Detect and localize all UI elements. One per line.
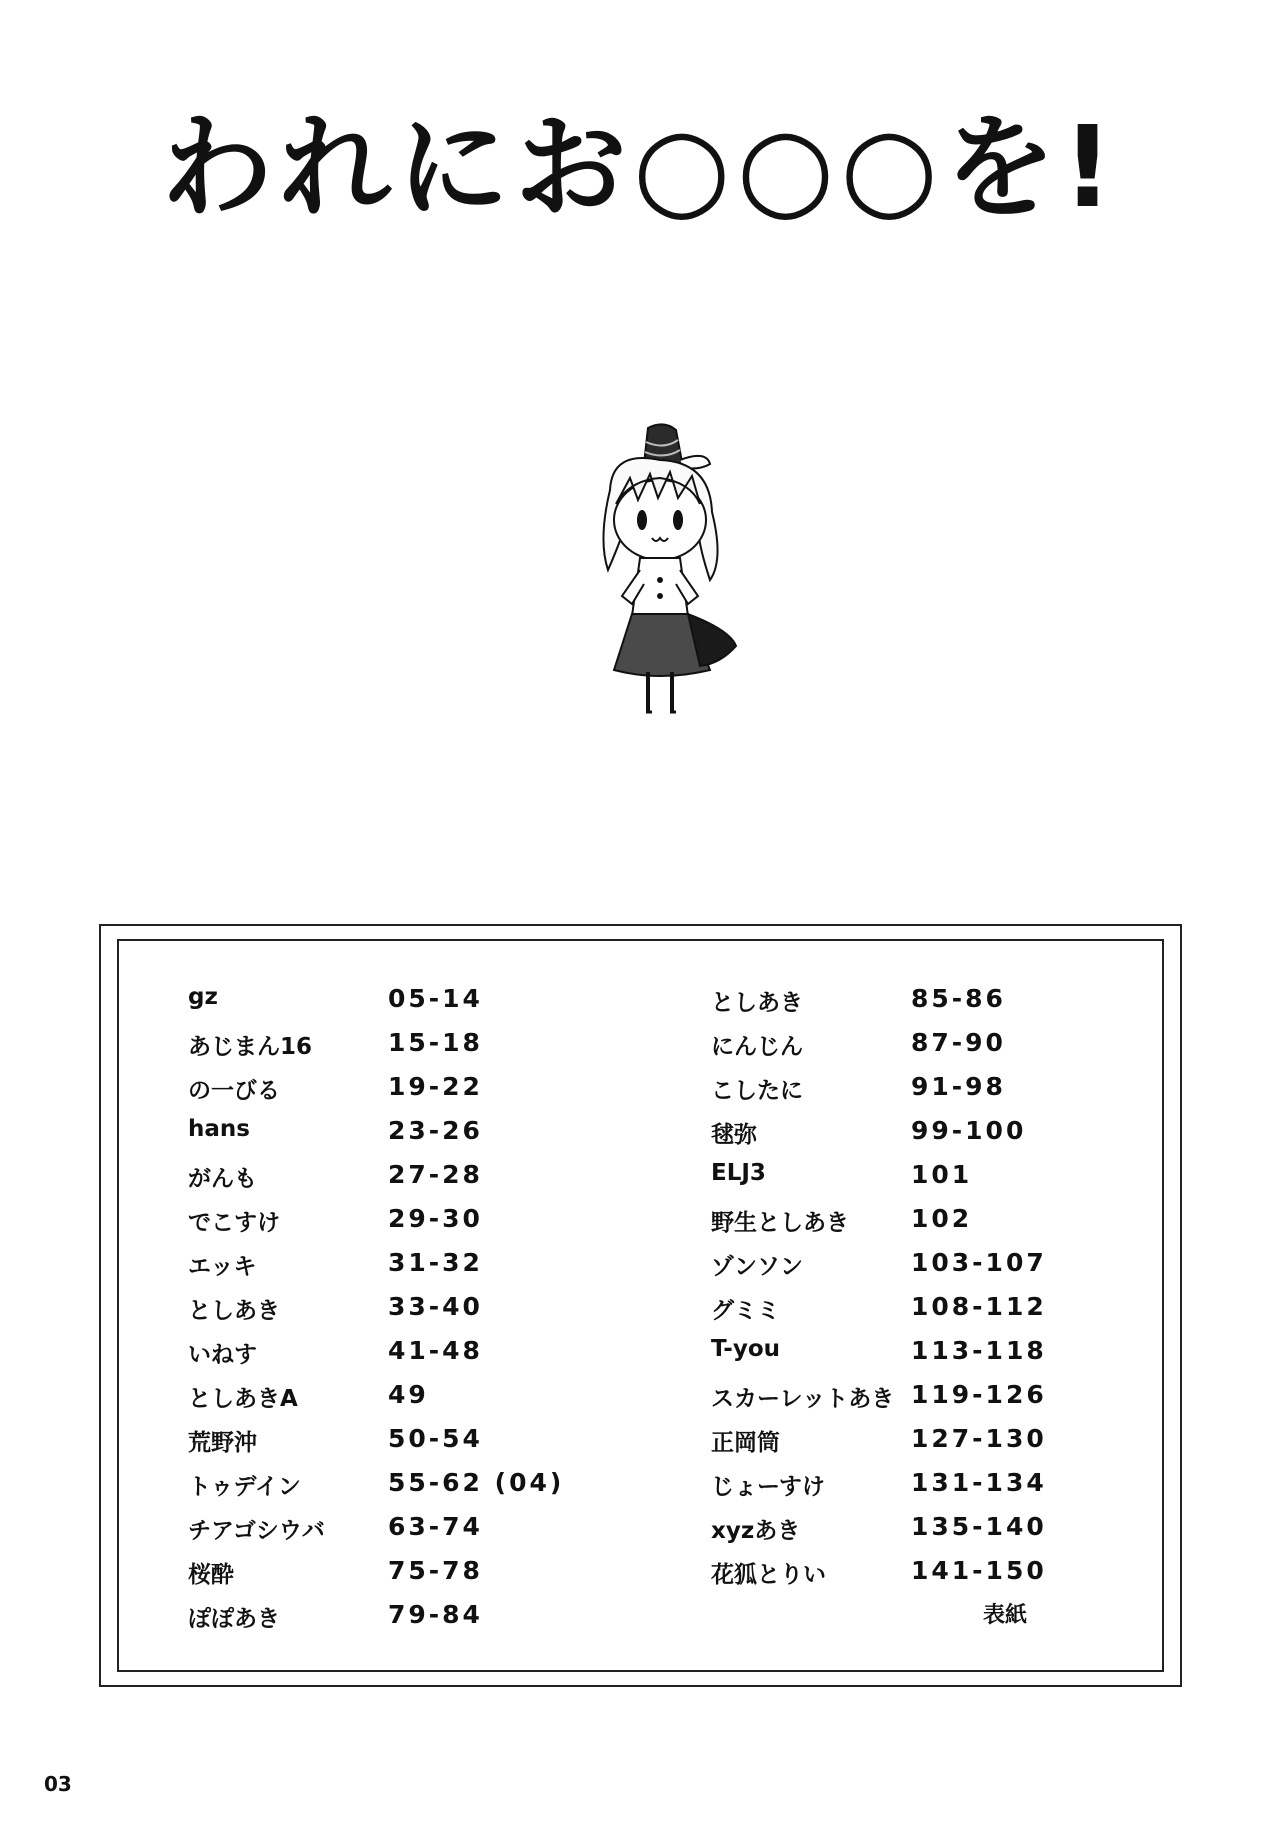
author-name: としあき	[711, 990, 803, 1016]
credit-row	[188, 1154, 628, 1198]
author-name: ぽぽあき	[188, 1606, 280, 1632]
page-number: 03	[44, 1772, 72, 1796]
page-range: 19-22	[388, 1072, 483, 1101]
credit-row	[711, 1110, 1151, 1154]
credit-row	[188, 1418, 628, 1462]
author-name: T-you	[711, 1336, 781, 1362]
credit-row	[711, 1462, 1151, 1506]
page-range: 91-98	[911, 1072, 1006, 1101]
credit-row	[188, 1462, 628, 1506]
page-range: 75-78	[388, 1556, 483, 1585]
page-range: 102	[911, 1204, 973, 1233]
credits-box	[99, 924, 1182, 1687]
credits-column-right	[711, 978, 1151, 1594]
author-name: ゾンソン	[711, 1254, 803, 1280]
author-name: hans	[188, 1116, 250, 1142]
author-name: ELJ3	[711, 1160, 766, 1186]
author-name: の一びる	[188, 1078, 280, 1104]
credit-row	[711, 978, 1151, 1022]
page-range: 27-28	[388, 1160, 483, 1189]
author-name: にんじん	[711, 1034, 803, 1060]
credit-row	[711, 1418, 1151, 1462]
page-range: 101	[911, 1160, 973, 1189]
credit-row	[711, 1506, 1151, 1550]
page-range: 79-84	[388, 1600, 483, 1629]
credit-row	[188, 1286, 628, 1330]
page-range: 49	[388, 1380, 429, 1409]
credit-row	[711, 1550, 1151, 1594]
page-range: 31-32	[388, 1248, 483, 1277]
author-name: 桜酔	[188, 1562, 234, 1588]
credit-row	[711, 1198, 1151, 1242]
credit-row	[711, 1242, 1151, 1286]
credit-row	[711, 1022, 1151, 1066]
page-range: 99-100	[911, 1116, 1027, 1145]
chibi-character-illustration	[560, 420, 750, 720]
credit-row	[188, 1110, 628, 1154]
author-name: あじまん16	[188, 1034, 313, 1060]
author-name: 正岡筒	[711, 1430, 780, 1456]
book-title: われにお○○○を!	[160, 103, 1120, 233]
page-range: 119-126	[911, 1380, 1047, 1409]
page-range: 15-18	[388, 1028, 483, 1057]
page-range: 131-134	[911, 1468, 1047, 1497]
author-name: 毬弥	[711, 1122, 757, 1148]
author-name: xyzあき	[711, 1518, 801, 1544]
credit-row	[711, 1154, 1151, 1198]
credit-row	[188, 1022, 628, 1066]
credit-row	[711, 1066, 1151, 1110]
page-range: 103-107	[911, 1248, 1047, 1277]
author-name: がんも	[188, 1166, 257, 1192]
page-range: 141-150	[911, 1556, 1047, 1585]
page-range: 108-112	[911, 1292, 1047, 1321]
author-name: エッキ	[188, 1254, 257, 1280]
author-name: チアゴシウバ	[188, 1518, 325, 1544]
credit-row	[188, 1594, 628, 1638]
page-range: 127-130	[911, 1424, 1047, 1453]
page-range: 87-90	[911, 1028, 1006, 1057]
author-name: スカーレットあき	[711, 1386, 895, 1412]
author-name: こしたに	[711, 1078, 803, 1104]
page-range: 41-48	[388, 1336, 483, 1365]
credits-column-left	[188, 978, 628, 1638]
page-range: 05-14	[388, 984, 483, 1013]
author-name: グミミ	[711, 1298, 780, 1324]
credit-row	[188, 1066, 628, 1110]
author-name: 花狐とりい	[711, 1562, 826, 1588]
credit-row	[188, 1550, 628, 1594]
author-name: 荒野沖	[188, 1430, 257, 1456]
page-range: 135-140	[911, 1512, 1047, 1541]
credit-row	[188, 1330, 628, 1374]
page-range: 29-30	[388, 1204, 483, 1233]
credit-row	[188, 1242, 628, 1286]
page-range: 33-40	[388, 1292, 483, 1321]
page-range: 85-86	[911, 984, 1006, 1013]
author-name: としあきA	[188, 1386, 298, 1412]
author-name: でこすけ	[188, 1210, 280, 1236]
cover-credit-label: 表紙	[983, 1603, 1028, 1628]
page-range: 55-62 (04)	[388, 1468, 565, 1497]
author-name: 野生としあき	[711, 1210, 849, 1236]
page-range: 63-74	[388, 1512, 483, 1541]
credit-row	[188, 1506, 628, 1550]
credit-row	[711, 1286, 1151, 1330]
author-name: としあき	[188, 1298, 280, 1324]
author-name: gz	[188, 984, 218, 1010]
page-range: 113-118	[911, 1336, 1047, 1365]
credit-row	[188, 978, 628, 1022]
author-name: トゥデイン	[188, 1474, 301, 1500]
page-range: 50-54	[388, 1424, 483, 1453]
page-range: 23-26	[388, 1116, 483, 1145]
credit-row	[711, 1374, 1151, 1418]
author-name: いねす	[188, 1342, 257, 1368]
credit-row	[188, 1198, 628, 1242]
author-name: じょーすけ	[711, 1474, 825, 1500]
credit-row	[711, 1330, 1151, 1374]
credit-row	[188, 1374, 628, 1418]
